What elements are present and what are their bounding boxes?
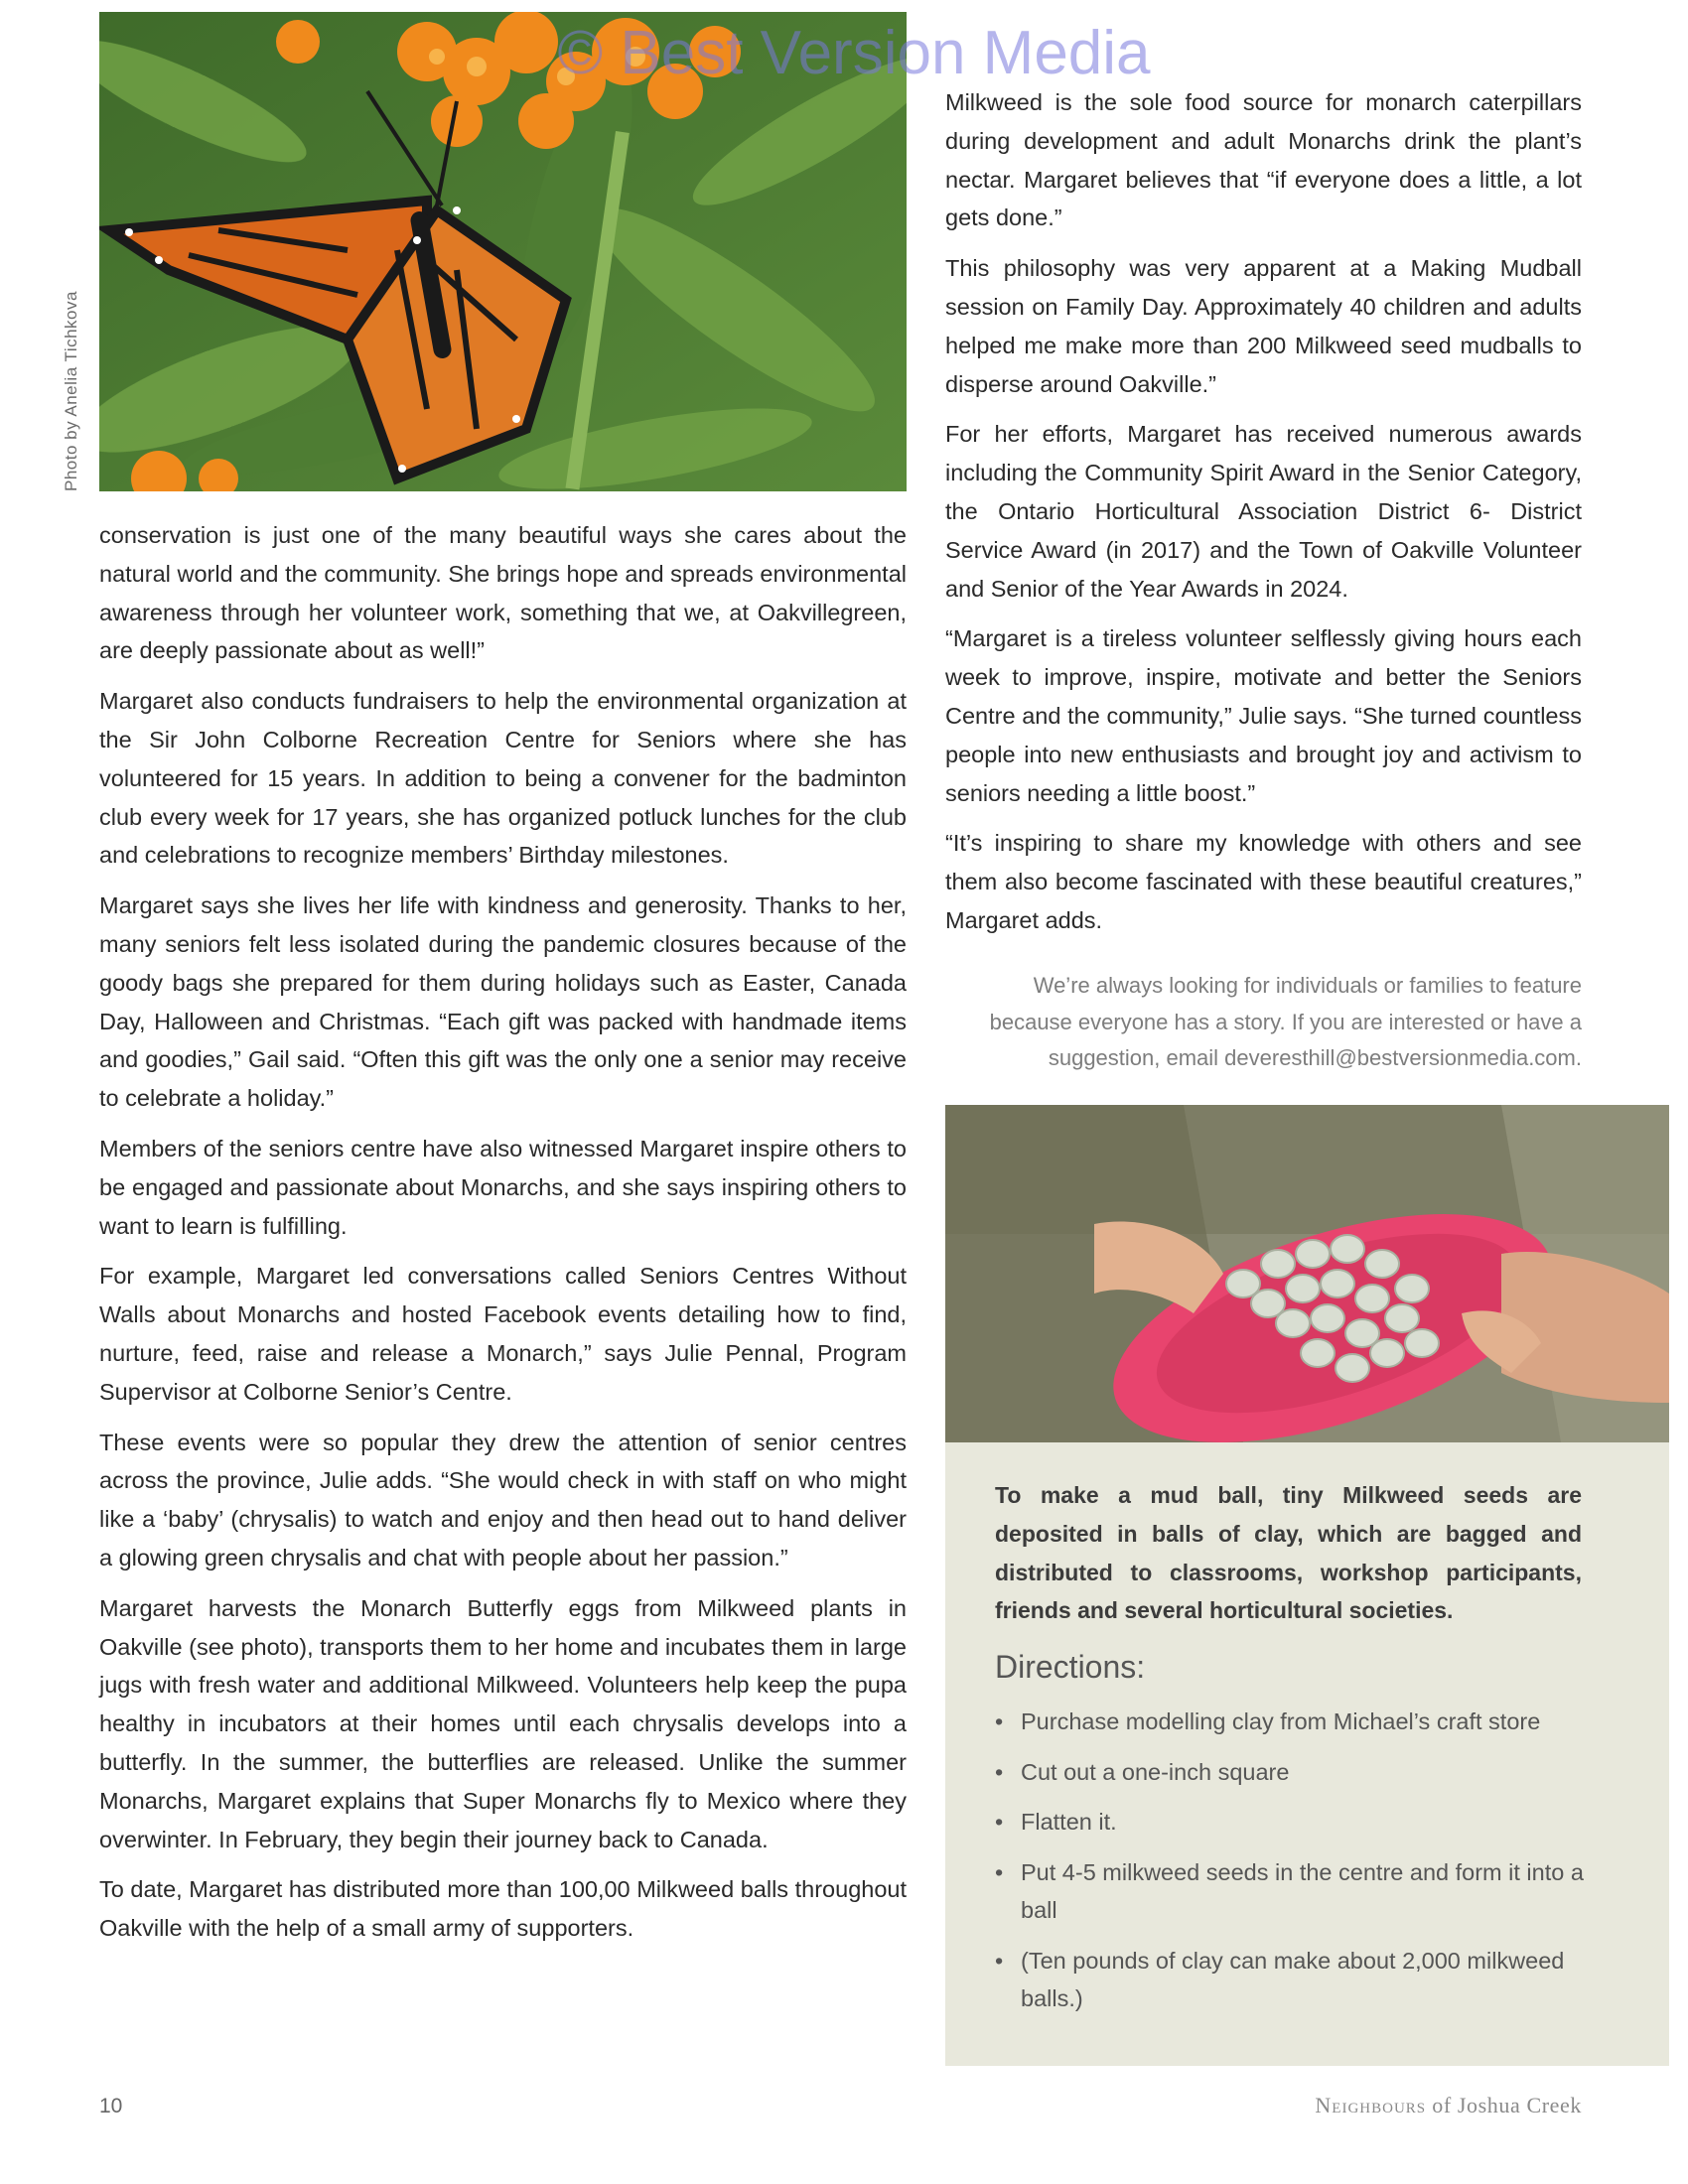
article-right-column [945,83,1582,952]
paragraph: “It’s inspiring to share my knowledge with others and see them also become fascinated with these beautiful creatures,” Margaret adds. [945,830,1582,933]
watermark: © Best Version Media [557,19,1151,87]
step-text: (Ten pounds of clay can make about 2,000 milkweed balls.) [1021,1947,1565,2011]
paragraph: For example, Margaret led conversations called Seniors Centres Without Walls about Monarchs and hosted Facebook events detailing how to find, nurture, feed, raise and release a Monarch,” says Julie Pennal, Program Supervisor at Colborne Senior’s Centre. [99,1263,907,1405]
article-left-column [99,516,907,1960]
directions-title: Directions: [995,1649,1146,1685]
publication-title-rest: of Joshua Creek [1426,2093,1582,2117]
bullet-icon: • [995,1708,1004,1734]
list-item [995,1803,1591,1842]
paragraph: These events were so popular they drew the attention of senior centres across the province, Julie adds. “She would check in with staff on who might like a ‘baby’ (chrysalis) to watch and enjoy and then head out to hand deliver a glowing green chrysalis and chat with people about her passion.” [99,1429,907,1570]
list-item [995,1853,1591,1930]
list-item [995,1942,1591,2018]
bullet-icon: • [995,1947,1004,1974]
paragraph: Margaret says she lives her life with kindness and generosity. Thanks to her, many seniors felt less isolated during the pandemic closures because of the goody bags she prepared for them during holidays such as Easter, Canada Day, Halloween and Christmas. “Each gift was packed with handmade items and goodies,” Gail said. “Often this gift was the only one a senior may receive to celebrate a holiday.” [99,892,907,1112]
step-text: Put 4-5 milkweed seeds in the centre and form it into a ball [1021,1858,1584,1923]
paragraph: conservation is just one of the many beautiful ways she cares about the natural world and the community. She brings hope and spreads environmental awareness through her volunteer work, something that we, at Oakvillegreen, are deeply passionate about as well!” [99,522,907,664]
bullet-icon: • [995,1858,1004,1885]
paragraph: For her efforts, Margaret has received numerous awards including the Community Spirit Award in the Senior Category, the Ontario Horticultural Association District 6- District Service Award (in 2017) and the Town of Oakville Volunteer and Senior of the Year Awards in 2024. [945,421,1582,602]
bullet-icon: • [995,1809,1004,1835]
paragraph: Milkweed is the sole food source for monarch caterpillars during development and adult Monarchs drink the plant’s nectar. Margaret believes that “if everyone does a little, a lot gets done.” [945,89,1582,231]
directions-list [995,1703,1591,2030]
list-item [995,1753,1591,1792]
paragraph: Margaret harvests the Monarch Butterfly eggs from Milkweed plants in Oakville (see photo), transports them to her home and incubates them in large jugs with fresh water and additional Milkweed. Volunteers help keep the pupa healthy in incubators at their homes until each chrysalis develops into a butterfly. In the summer, the butterflies are released. Unlike the summer Monarchs, Margaret explains that Super Monarchs fly to Mexico where they overwinter. In February, they begin their journey back to Canada. [99,1594,907,1852]
publication-title [1315,2093,1582,2118]
sidebar-intro: To make a mud ball, tiny Milkweed seeds are deposited in balls of clay, which are bagged and distributed to classrooms, workshop participants, friends and several horticultural societies. [995,1482,1582,1624]
paragraph: To date, Margaret has distributed more than 100,00 Milkweed balls throughout Oakville with the help of a small army of supporters. [99,1876,907,1942]
step-text: Cut out a one-inch square [1021,1758,1290,1785]
paragraph: “Margaret is a tireless volunteer selflessly giving hours each week to improve, inspire, motivate and better the Seniors Centre and the community,” Julie says. “She turned countless people into new enthusiasts and brought joy and activism to seniors needing a little boost.” [945,625,1582,806]
mudball-plate-illustration [945,1105,1669,1442]
paragraph: Members of the seniors centre have also witnessed Margaret inspire others to be engaged and passionate about Monarchs, and she says inspiring others to want to learn is fulfilling. [99,1135,907,1239]
bullet-icon: • [995,1758,1004,1785]
photo-credit: Photo by Anelia Tichkova [62,291,80,491]
directions-sidebar [945,1442,1669,2066]
list-item [995,1703,1591,1741]
publication-title-caps: Neighbours [1315,2093,1427,2117]
step-text: Flatten it. [1021,1809,1117,1835]
feature-note: We’re always looking for individuals or families to feature because everyone has a story. If you are interested or have a suggestion, email deveresthill@bestversionmedia.com. [989,973,1582,1070]
page-number: 10 [99,2095,123,2117]
paragraph: Margaret also conducts fundraisers to help the environmental organization at the Sir John Colborne Recreation Centre for Seniors where she has volunteered for 15 years. In addition to being a convener for the badminton club every week for 17 years, she has organized potluck lunches for the club and celebrations to recognize members’ Birthday milestones. [99,688,907,869]
paragraph: This philosophy was very apparent at a Making Mudball session on Family Day. Approximately 40 children and adults helped me make more than 200 Milkweed seed mudballs to disperse around Oakville.” [945,255,1582,397]
mudball-plate-photo [945,1105,1669,1442]
step-text: Purchase modelling clay from Michael’s craft store [1021,1708,1541,1734]
